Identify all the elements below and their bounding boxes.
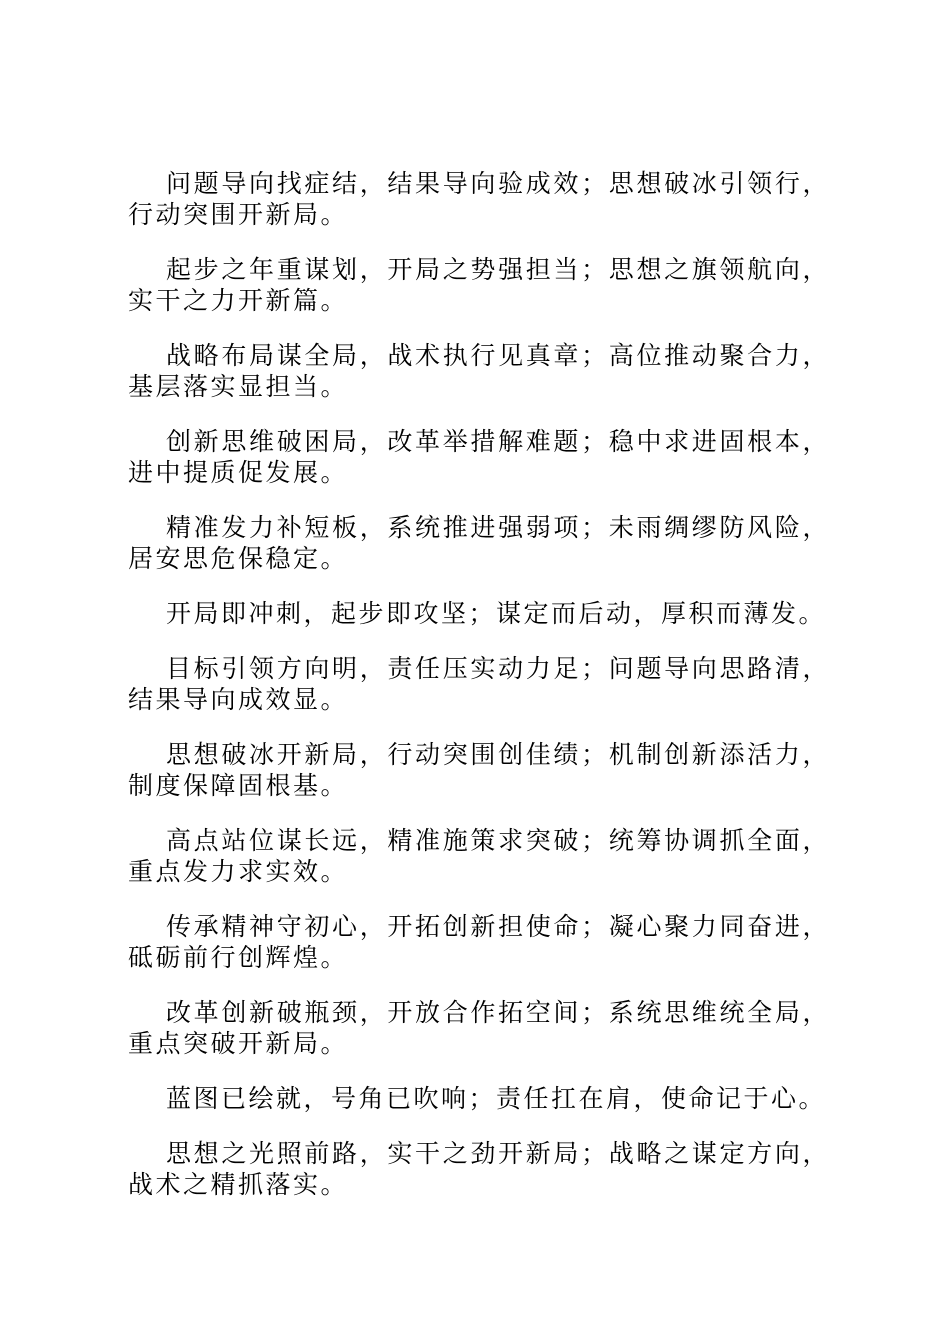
paragraph-1: 问题导向找症结，结果导向验成效；思想破冰引领行，行动突围开新局。 [128,169,830,229]
paragraph-10: 传承精神守初心，开拓创新担使命；凝心聚力同奋进，砥砺前行创辉煌。 [128,912,830,972]
paragraph-7: 目标引领方向明，责任压实动力足；问题导向思路清，结果导向成效显。 [128,654,830,714]
paragraph-12: 蓝图已绘就，号角已吹响；责任扛在肩，使命记于心。 [166,1084,827,1113]
paragraph-13: 思想之光照前路，实干之劲开新局；战略之谋定方向，战术之精抓落实。 [128,1139,830,1199]
paragraph-3: 战略布局谋全局，战术执行见真章；高位推动聚合力，基层落实显担当。 [128,341,830,401]
document-body [128,168,830,1224]
paragraph-2: 起步之年重谋划，开局之势强担当；思想之旗领航向，实干之力开新篇。 [128,255,830,315]
paragraph-5: 精准发力补短板，系统推进强弱项；未雨绸缪防风险，居安思危保稳定。 [128,513,830,573]
paragraph-11: 改革创新破瓶颈，开放合作拓空间；系统思维统全局，重点突破开新局。 [128,998,830,1058]
paragraph-8: 思想破冰开新局，行动突围创佳绩；机制创新添活力，制度保障固根基。 [128,740,830,800]
paragraph-4: 创新思维破困局，改革举措解难题；稳中求进固根本，进中提质促发展。 [128,427,830,487]
paragraph-6: 开局即冲刺，起步即攻坚；谋定而后动，厚积而薄发。 [166,599,827,628]
paragraph-9: 高点站位谋长远，精准施策求突破；统筹协调抓全面，重点发力求实效。 [128,826,830,886]
